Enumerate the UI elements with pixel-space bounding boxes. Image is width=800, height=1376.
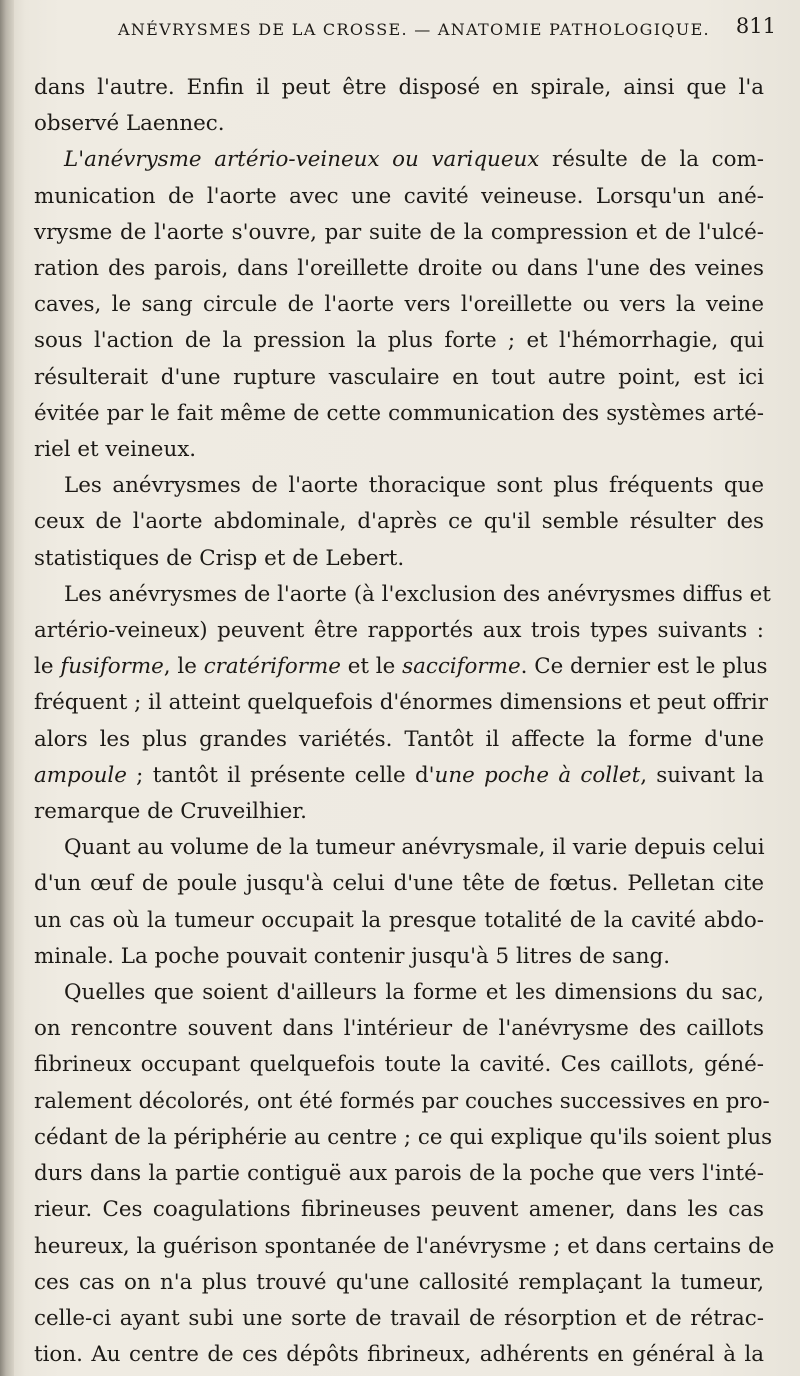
text-line: remarque de Cruveilhier. [34,799,307,825]
text-line: résulterait d'une rupture vasculaire en tout autre point, est ici [34,364,764,390]
text-line: ration des parois, dans l'oreillette droite ou dans l'une des veines [34,256,764,282]
text-line: fibrineux occupant quelquefois toute la cavité. Ces caillots, géné- [34,1052,764,1078]
page-binding-edge [0,0,14,1376]
text-line: ralement décolorés, ont été formés par couches successives en pro- [34,1088,770,1114]
text-line: L'anévrysme artério-veineux ou variqueux résulte de la com- [64,147,765,173]
text-line: vrysme de l'aorte s'ouvre, par suite de la compression et de l'ulcé- [34,219,764,245]
text-line: fréquent ; il atteint quelquefois d'énormes dimensions et peut offrir [34,690,768,716]
text-line: celle-ci ayant subi une sorte de travail de résorption et de rétrac- [34,1305,764,1331]
text-line: heureux, la guérison spontanée de l'anévrysme ; et dans certains de [34,1233,775,1259]
italic-term: ampoule [34,762,127,788]
italic-term: L'anévrysme artério-veineux ou variqueux [64,147,540,173]
text-line: évitée par le fait même de cette communication des systèmes arté- [34,400,764,426]
italic-term: cratériforme [203,654,341,680]
page-header [118,8,788,42]
text-line: artério-veineux) peuvent être rapportés aux trois types suivants : [34,618,764,644]
text-line: un cas où la tumeur occupait la presque totalité de la cavité abdo- [34,907,764,933]
text-line: Les anévrysmes de l'aorte (à l'exclusion des anévrysmes diffus et [64,581,771,607]
text-line: ces cas on n'a plus trouvé qu'une callosité remplaçant la tumeur, [34,1269,764,1295]
running-head: ANÉVRYSMES DE LA CROSSE. — ANATOMIE PATHOLOGIQUE. [118,20,710,39]
text-line: sous l'action de la pression la plus forte ; et l'hémorrhagie, qui [34,328,764,354]
text-line: tion. Au centre de ces dépôts fibrineux, adhérents en général à la [34,1342,764,1368]
page-number: 811 [735,14,776,38]
text-line: ceux de l'aorte abdominale, d'après ce qu'il semble résulter des [34,509,764,535]
italic-term: sacciforme [402,654,521,680]
text-line: riel et veineux. [34,437,197,463]
text-line: Les anévrysmes de l'aorte thoracique sont plus fréquents que [64,473,764,499]
text-line: cédant de la périphérie au centre ; ce qui explique qu'ils soient plus [34,1124,773,1150]
text-line: ampoule ; tantôt il présente celle d'une poche à collet, suivant la [34,762,764,788]
text-line: Quant au volume de la tumeur anévrysmale, il varie depuis celui [64,835,765,861]
text-line: alors les plus grandes variétés. Tantôt il affecte la forme d'une [34,726,764,752]
italic-term: fusiforme [60,654,164,680]
text-line: durs dans la partie contiguë aux parois de la poche que vers l'inté- [34,1161,764,1187]
text-line: le fusiforme, le cratériforme et le sacciforme. Ce dernier est le plus [34,654,768,680]
text-line: minale. La poche pouvait contenir jusqu'à 5 litres de sang. [34,943,671,969]
text-line: dans l'autre. Enfin il peut être disposé en spirale, ainsi que l'a [34,75,764,100]
text-line: munication de l'aorte avec une cavité veineuse. Lorsqu'un ané- [34,183,764,209]
text-line: observé Laennec. [34,111,225,137]
text-line: caves, le sang circule de l'aorte vers l'oreillette ou vers la veine [34,292,764,318]
text-line: rieur. Ces coagulations fibrineuses peuvent amener, dans les cas [34,1197,764,1223]
text-line: d'un œuf de poule jusqu'à celui d'une tête de fœtus. Pelletan cite [34,871,764,897]
text-line: Quelles que soient d'ailleurs la forme et les dimensions du sac, [64,980,764,1006]
text-line: statistiques de Crisp et de Lebert. [34,545,405,571]
italic-term: une poche à collet [434,762,641,788]
text-line: on rencontre souvent dans l'intérieur de l'anévrysme des caillots [34,1016,764,1042]
body-text [34,70,775,1373]
